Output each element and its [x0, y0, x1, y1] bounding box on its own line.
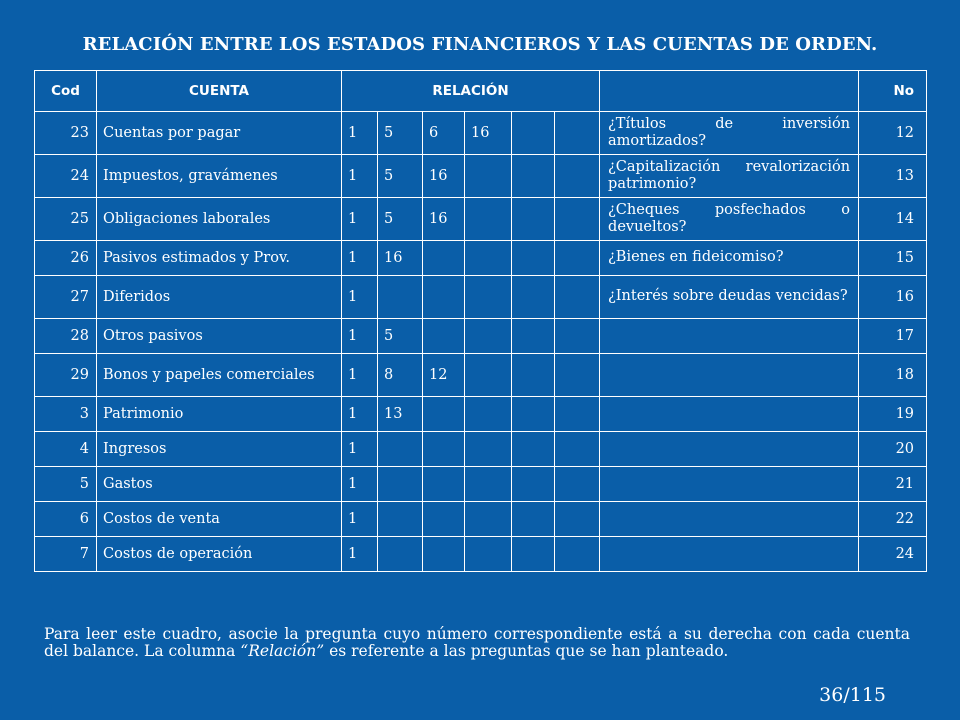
- cell-relacion: [423, 276, 465, 319]
- cell-relacion: [512, 112, 555, 155]
- cell-relacion: [465, 319, 512, 354]
- slide-title: RELACIÓN ENTRE LOS ESTADOS FINANCIEROS Y LAS CUENTAS DE ORDEN.: [82, 34, 878, 55]
- cell-cuenta: Costos de operación: [97, 537, 342, 572]
- table-row: [35, 155, 927, 198]
- header-cod: Cod: [35, 71, 97, 112]
- cell-cod: 6: [35, 502, 97, 537]
- cell-relacion: 13: [378, 397, 423, 432]
- cell-pregunta: [600, 502, 859, 537]
- cell-relacion: [378, 502, 423, 537]
- cell-no: 12: [859, 112, 927, 155]
- cell-cod: 23: [35, 112, 97, 155]
- cell-cuenta: Costos de venta: [97, 502, 342, 537]
- cell-relacion: 5: [378, 155, 423, 198]
- cell-no: 22: [859, 502, 927, 537]
- cell-no: 21: [859, 467, 927, 502]
- cell-relacion: 8: [378, 354, 423, 397]
- cell-relacion: [512, 467, 555, 502]
- cell-cuenta: Pasivos estimados y Prov.: [97, 241, 342, 276]
- cell-relacion: 16: [423, 198, 465, 241]
- cell-relacion: [555, 354, 600, 397]
- cell-relacion: [512, 319, 555, 354]
- cell-relacion: [465, 241, 512, 276]
- cell-relacion: [555, 537, 600, 572]
- cell-relacion: [555, 467, 600, 502]
- cell-cuenta: Ingresos: [97, 432, 342, 467]
- cell-relacion: [512, 354, 555, 397]
- cell-relacion: [423, 241, 465, 276]
- cell-relacion: [555, 241, 600, 276]
- cell-relacion: 5: [378, 198, 423, 241]
- cell-relacion: 6: [423, 112, 465, 155]
- cell-pregunta: ¿Títulos de inversión amortizados?: [600, 112, 859, 155]
- cell-pregunta: [600, 319, 859, 354]
- cell-relacion: 16: [465, 112, 512, 155]
- cell-no: 18: [859, 354, 927, 397]
- cell-cuenta: Cuentas por pagar: [97, 112, 342, 155]
- cell-cuenta: Gastos: [97, 467, 342, 502]
- instructions-emphasis: “Relación”: [240, 642, 325, 661]
- table-row: [35, 502, 927, 537]
- cell-pregunta: [600, 397, 859, 432]
- cell-relacion: 1: [342, 502, 378, 537]
- cell-no: 24: [859, 537, 927, 572]
- cell-relacion: 1: [342, 319, 378, 354]
- cell-no: 20: [859, 432, 927, 467]
- cell-relacion: 1: [342, 276, 378, 319]
- cell-relacion: [512, 502, 555, 537]
- table-row: [35, 276, 927, 319]
- cell-cod: 3: [35, 397, 97, 432]
- cell-relacion: [423, 397, 465, 432]
- cell-relacion: [555, 155, 600, 198]
- table-row: [35, 537, 927, 572]
- cell-relacion: [378, 432, 423, 467]
- cell-cuenta: Obligaciones laborales: [97, 198, 342, 241]
- cell-relacion: [512, 241, 555, 276]
- header-cuenta: CUENTA: [97, 71, 342, 112]
- cell-relacion: 1: [342, 241, 378, 276]
- table-row: [35, 319, 927, 354]
- cell-cuenta: Otros pasivos: [97, 319, 342, 354]
- cell-relacion: 1: [342, 354, 378, 397]
- cell-relacion: 1: [342, 155, 378, 198]
- cell-relacion: [465, 432, 512, 467]
- table-row: [35, 112, 927, 155]
- cell-relacion: [465, 397, 512, 432]
- cell-relacion: [465, 276, 512, 319]
- cell-no: 15: [859, 241, 927, 276]
- cell-relacion: [378, 467, 423, 502]
- cell-pregunta: ¿Interés sobre deudas vencidas?: [600, 276, 859, 319]
- cell-no: 13: [859, 155, 927, 198]
- cell-no: 14: [859, 198, 927, 241]
- cell-relacion: 1: [342, 198, 378, 241]
- cell-no: 19: [859, 397, 927, 432]
- cell-relacion: [555, 198, 600, 241]
- header-relacion: RELACIÓN: [342, 71, 600, 112]
- cell-relacion: [555, 319, 600, 354]
- cell-relacion: [512, 537, 555, 572]
- cell-relacion: [423, 502, 465, 537]
- cell-no: 16: [859, 276, 927, 319]
- cell-relacion: [465, 537, 512, 572]
- table-row: [35, 241, 927, 276]
- cell-relacion: [512, 397, 555, 432]
- cell-relacion: 16: [423, 155, 465, 198]
- cell-pregunta: [600, 354, 859, 397]
- table-row: [35, 198, 927, 241]
- cell-relacion: [512, 276, 555, 319]
- cell-relacion: [555, 502, 600, 537]
- instructions-text: Para leer este cuadro, asocie la pregunta cuyo número correspondiente está a su derecha con cada cuenta del balance. La columna: [44, 625, 910, 661]
- cell-relacion: 1: [342, 112, 378, 155]
- cell-cuenta: Bonos y papeles comerciales: [97, 354, 342, 397]
- cell-no: 17: [859, 319, 927, 354]
- cell-relacion: [555, 276, 600, 319]
- cell-relacion: [465, 198, 512, 241]
- cell-relacion: [378, 537, 423, 572]
- table-row: [35, 467, 927, 502]
- cell-pregunta: ¿Cheques posfechados o devueltos?: [600, 198, 859, 241]
- cell-relacion: [555, 112, 600, 155]
- cell-cod: 25: [35, 198, 97, 241]
- cell-cuenta: Impuestos, gravámenes: [97, 155, 342, 198]
- cell-pregunta: [600, 432, 859, 467]
- header-no: No: [859, 71, 927, 112]
- header-pregunta: [600, 71, 859, 112]
- table-row: [35, 354, 927, 397]
- cell-relacion: 1: [342, 537, 378, 572]
- table-row: [35, 432, 927, 467]
- relation-table: [34, 70, 927, 572]
- cell-relacion: 1: [342, 467, 378, 502]
- cell-relacion: [465, 502, 512, 537]
- cell-relacion: [465, 155, 512, 198]
- table-row: [35, 397, 927, 432]
- cell-cod: 4: [35, 432, 97, 467]
- cell-relacion: [555, 397, 600, 432]
- cell-cod: 7: [35, 537, 97, 572]
- instructions-text-end: es referente a las preguntas que se han planteado.: [324, 642, 729, 661]
- cell-relacion: 16: [378, 241, 423, 276]
- cell-cod: 27: [35, 276, 97, 319]
- cell-relacion: 5: [378, 319, 423, 354]
- reading-instructions: [44, 626, 910, 661]
- cell-relacion: [423, 537, 465, 572]
- cell-relacion: 1: [342, 397, 378, 432]
- cell-cod: 5: [35, 467, 97, 502]
- cell-cuenta: Diferidos: [97, 276, 342, 319]
- cell-pregunta: [600, 467, 859, 502]
- cell-relacion: 12: [423, 354, 465, 397]
- cell-cod: 24: [35, 155, 97, 198]
- cell-pregunta: ¿Bienes en fideicomiso?: [600, 241, 859, 276]
- cell-relacion: [423, 467, 465, 502]
- page-number: 36/115: [819, 684, 886, 706]
- cell-cuenta: Patrimonio: [97, 397, 342, 432]
- cell-pregunta: [600, 537, 859, 572]
- cell-cod: 29: [35, 354, 97, 397]
- table-body: [35, 112, 927, 572]
- cell-relacion: 5: [378, 112, 423, 155]
- cell-relacion: [512, 155, 555, 198]
- cell-relacion: [465, 354, 512, 397]
- cell-relacion: [512, 198, 555, 241]
- cell-pregunta: ¿Capitalización revalorización patrimonio?: [600, 155, 859, 198]
- cell-relacion: [512, 432, 555, 467]
- cell-relacion: [555, 432, 600, 467]
- cell-relacion: 1: [342, 432, 378, 467]
- cell-cod: 28: [35, 319, 97, 354]
- table-header-row: [35, 71, 927, 112]
- cell-relacion: [378, 276, 423, 319]
- cell-relacion: [423, 319, 465, 354]
- cell-cod: 26: [35, 241, 97, 276]
- cell-relacion: [423, 432, 465, 467]
- cell-relacion: [465, 467, 512, 502]
